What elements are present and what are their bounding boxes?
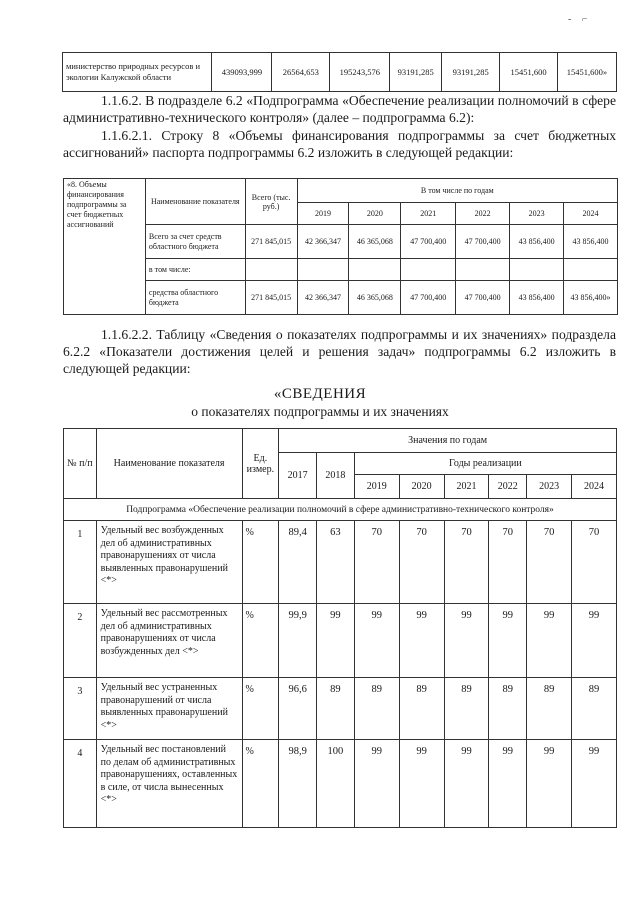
value-cell: 99	[444, 604, 489, 678]
column-header: В том числе по годам	[297, 179, 617, 203]
year-header: 2021	[401, 203, 456, 225]
value-cell: 99	[354, 740, 399, 828]
row-number: 1	[64, 521, 97, 604]
unit: %	[242, 604, 279, 678]
value-cell: 70	[354, 521, 399, 604]
top-continuation-table	[62, 52, 617, 92]
table-cell	[510, 259, 564, 281]
value-cell: 99	[399, 740, 444, 828]
unit: %	[242, 521, 279, 604]
table-cell: 439093,999	[212, 53, 272, 92]
year-header: 2017	[279, 453, 317, 499]
table-cell: 46 365,068	[349, 225, 401, 259]
value-cell: 89	[354, 678, 399, 740]
value-cell: 89	[444, 678, 489, 740]
value-cell: 89	[572, 678, 617, 740]
table-row	[64, 740, 617, 828]
year-header: 2019	[354, 475, 399, 499]
table-cell	[349, 259, 401, 281]
table-cell: 42 366,347	[297, 281, 349, 315]
table-cell: министерство природных ресурсов и экологии Калужской области	[63, 53, 212, 92]
column-header: Значения по годам	[279, 429, 617, 453]
table-cell	[297, 259, 349, 281]
table-cell: 15451,600»	[557, 53, 616, 92]
year-header: 2020	[399, 475, 444, 499]
value-cell: 99	[399, 604, 444, 678]
unit: %	[242, 740, 279, 828]
table-cell: 47 700,400	[401, 225, 456, 259]
year-header: 2020	[349, 203, 401, 225]
value-cell: 99	[572, 740, 617, 828]
indicators-table	[63, 428, 617, 828]
column-header: Наименование показателя	[96, 429, 242, 499]
table-cell: 195243,576	[330, 53, 390, 92]
value-cell: 89	[317, 678, 355, 740]
value-cell: 70	[399, 521, 444, 604]
table-cell: в том числе:	[145, 259, 245, 281]
table-row	[64, 281, 618, 315]
budget-table	[63, 178, 618, 315]
table-cell: 93191,285	[390, 53, 442, 92]
table-row	[64, 678, 617, 740]
table-row	[64, 499, 617, 521]
value-cell: 70	[572, 521, 617, 604]
row-number: 4	[64, 740, 97, 828]
table-row	[64, 259, 618, 281]
year-header: 2022	[489, 475, 527, 499]
table-cell	[456, 259, 510, 281]
value-cell: 89	[399, 678, 444, 740]
value-cell: 70	[444, 521, 489, 604]
value-cell: 99,9	[279, 604, 317, 678]
year-header: 2023	[510, 203, 564, 225]
column-header: Наименование показателя	[145, 179, 245, 225]
table-cell: 15451,600	[500, 53, 558, 92]
year-header: 2019	[297, 203, 349, 225]
value-cell: 70	[527, 521, 572, 604]
column-header: Годы реализации	[354, 453, 616, 475]
table-cell: 43 856,400»	[564, 281, 618, 315]
value-cell: 99	[527, 604, 572, 678]
value-cell: 96,6	[279, 678, 317, 740]
table-row	[64, 225, 618, 259]
value-cell: 99	[317, 604, 355, 678]
row-number: 3	[64, 678, 97, 740]
column-header: № п/п	[64, 429, 97, 499]
paragraph-1-1-6-2-2: 1.1.6.2.2. Таблицу «Сведения о показателях подпрограммы и их значениях» подраздела 6.2.2 «Показатели достижения целей и решения задач» подпрограммы 6.2 изложить в следующей редакции:	[63, 327, 616, 376]
year-header: 2022	[456, 203, 510, 225]
value-cell: 100	[317, 740, 355, 828]
budget-first-cell: «8. Объемы финансирования подпрограммы за счет бюджетных ассигнований	[64, 179, 146, 315]
table-cell: 47 700,400	[456, 281, 510, 315]
paragraph-1-1-6-2: 1.1.6.2. В подразделе 6.2 «Подпрограмма «Обеспечение реализации полномочий в сфере административно-технического контроля» (далее – подпрограмма 6.2):	[63, 93, 616, 125]
table-cell	[245, 259, 297, 281]
table-row	[63, 53, 617, 92]
column-header: Всего (тыс. руб.)	[245, 179, 297, 225]
year-header: 2018	[317, 453, 355, 499]
indicator-name: Удельный вес постановлений по делам об административных правонарушениях, оставленных в силе, от числа вынесенных <*>	[96, 740, 242, 828]
table-cell: 47 700,400	[401, 281, 456, 315]
table-cell: 43 856,400	[564, 225, 618, 259]
paragraph-1-1-6-2-1: 1.1.6.2.1. Строку 8 «Объемы финансирования подпрограммы за счет бюджетных ассигнований» паспорта подпрограммы 6.2 изложить в следующей редакции:	[63, 128, 616, 160]
table-cell: 271 845,015	[245, 281, 297, 315]
column-header: Ед. измер.	[242, 429, 279, 499]
value-cell: 99	[489, 604, 527, 678]
value-cell: 99	[527, 740, 572, 828]
value-cell: 70	[489, 521, 527, 604]
table-cell: 93191,285	[442, 53, 500, 92]
table-cell: 42 366,347	[297, 225, 349, 259]
value-cell: 99	[572, 604, 617, 678]
value-cell: 99	[489, 740, 527, 828]
table-cell: 47 700,400	[456, 225, 510, 259]
value-cell: 89	[489, 678, 527, 740]
value-cell: 89,4	[279, 521, 317, 604]
value-cell: 89	[527, 678, 572, 740]
table-cell: Всего за счет средств областного бюджета	[145, 225, 245, 259]
table-cell	[401, 259, 456, 281]
unit: %	[242, 678, 279, 740]
heading-title: «СВЕДЕНИЯ	[273, 386, 367, 402]
heading-subtitle: о показателях подпрограммы и их значениях	[191, 404, 449, 419]
year-header: 2024	[564, 203, 618, 225]
table-row	[64, 179, 618, 203]
table-row	[64, 429, 617, 453]
table-cell: 46 365,068	[349, 281, 401, 315]
indicator-name: Удельный вес устраненных правонарушений от числа выявленных правонарушений <*>	[96, 678, 242, 740]
table-cell: 43 856,400	[510, 281, 564, 315]
table-cell: 26564,653	[272, 53, 330, 92]
value-cell: 98,9	[279, 740, 317, 828]
indicator-name: Удельный вес рассмотренных дел об административных правонарушениях от числа возбужденных дел <*>	[96, 604, 242, 678]
year-header: 2021	[444, 475, 489, 499]
year-header: 2024	[572, 475, 617, 499]
table-row	[64, 604, 617, 678]
corner-mark: - ⌐	[568, 14, 592, 25]
table-cell: 271 845,015	[245, 225, 297, 259]
table-cell: 43 856,400	[510, 225, 564, 259]
table-cell: средства областного бюджета	[145, 281, 245, 315]
value-cell: 99	[354, 604, 399, 678]
table-cell	[564, 259, 618, 281]
year-header: 2023	[527, 475, 572, 499]
indicator-name: Удельный вес возбужденных дел об административных правонарушениях от числа выявленных правонарушений <*>	[96, 521, 242, 604]
row-number: 2	[64, 604, 97, 678]
section-row: Подпрограмма «Обеспечение реализации полномочий в сфере административно-технического контроля»	[64, 499, 617, 521]
value-cell: 63	[317, 521, 355, 604]
value-cell: 99	[444, 740, 489, 828]
table-row	[64, 521, 617, 604]
